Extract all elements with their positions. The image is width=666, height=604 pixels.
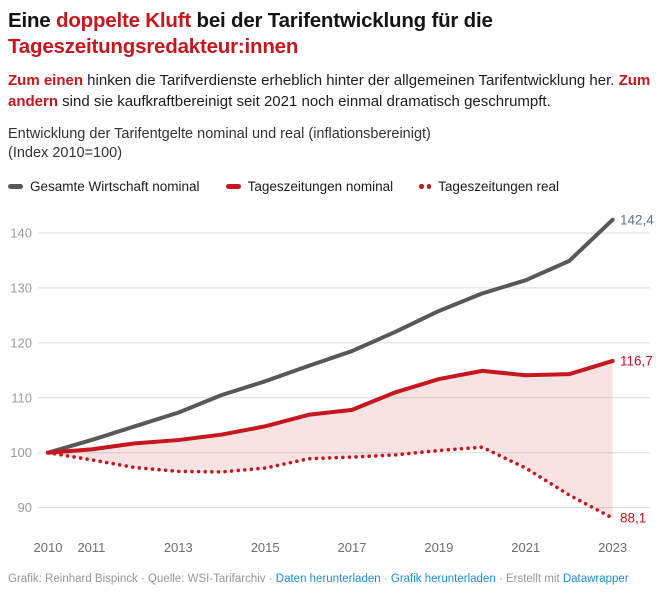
legend-line-icon: [226, 184, 241, 189]
footer-text: · Erstellt mit: [495, 573, 563, 585]
legend-label: Tageszeitungen real: [438, 179, 560, 194]
chart-header: [0, 0, 666, 194]
chart-intro-text: [8, 71, 656, 112]
chart-footer: [8, 572, 660, 587]
legend-label: Tageszeitungen nominal: [247, 179, 394, 194]
y-tick-label: 140: [10, 225, 32, 241]
x-tick-label: 2021: [511, 540, 541, 555]
legend-item: [8, 179, 200, 194]
legend-item: [419, 179, 559, 194]
title-segment: doppelte Kluft: [56, 9, 191, 32]
chart-legend: [8, 179, 656, 194]
y-tick-label: 90: [17, 500, 32, 516]
nominal-real-gap-area: [48, 361, 613, 518]
y-tick-label: 130: [10, 280, 32, 296]
x-tick-label: 2023: [598, 540, 628, 555]
value-labels: [620, 212, 654, 525]
y-tick-label: 120: [10, 335, 32, 351]
intro-segment: sind sie kaufkraftbereinigt seit 2021 noch einmal dramatisch geschrumpft.: [58, 92, 551, 110]
line-chart: [0, 200, 666, 562]
footer-text: ·: [380, 573, 391, 585]
chart-description-line2: (Index 2010=100): [8, 145, 123, 161]
value-label: 88,1: [620, 510, 647, 526]
footer-link[interactable]: Daten herunterladen: [275, 573, 381, 585]
value-label: 142,4: [620, 212, 654, 228]
intro-segment: hinken die Tarifverdienste erheblich hinter der allgemeinen Tarifentwicklung her.: [83, 72, 619, 89]
title-segment: Eine: [8, 9, 56, 32]
title-segment: bei der Tarifentwicklung für die: [191, 9, 493, 32]
x-tick-label: 2015: [250, 540, 280, 555]
chart-description: [8, 125, 656, 163]
legend-label: Gesamte Wirtschaft nominal: [30, 179, 200, 194]
x-tick-label: 2013: [163, 540, 193, 555]
x-axis-labels: [34, 540, 628, 555]
x-tick-label: 2019: [424, 540, 454, 555]
intro-segment: Zum: [618, 72, 651, 89]
intro-segment: Zum einen: [8, 72, 84, 89]
footer-text: Grafik: Reinhard Bispinck · Quelle: WSI-Tarifarchiv ·: [8, 573, 276, 585]
footer-link[interactable]: Grafik herunterladen: [390, 573, 496, 585]
legend-item: [226, 179, 394, 194]
legend-line-icon: [8, 184, 23, 189]
x-tick-label: 2010: [33, 540, 63, 555]
y-axis-labels: [10, 225, 32, 515]
footer-link[interactable]: Datawrapper: [562, 573, 629, 585]
legend-dotted-line-icon: [419, 184, 431, 189]
x-tick-label: 2017: [337, 540, 367, 555]
y-tick-label: 100: [10, 445, 32, 461]
value-label: 116,7: [620, 353, 653, 369]
intro-segment: andern: [8, 92, 59, 110]
page-title: [8, 8, 656, 60]
y-tick-label: 110: [11, 390, 32, 406]
title-segment: Tageszeitungsredakteur:innen: [8, 35, 299, 58]
x-tick-label: 2011: [77, 540, 106, 555]
chart-description-line1: Entwicklung der Tarifentgelte nominal und real (inflationsbereinigt): [8, 126, 431, 142]
